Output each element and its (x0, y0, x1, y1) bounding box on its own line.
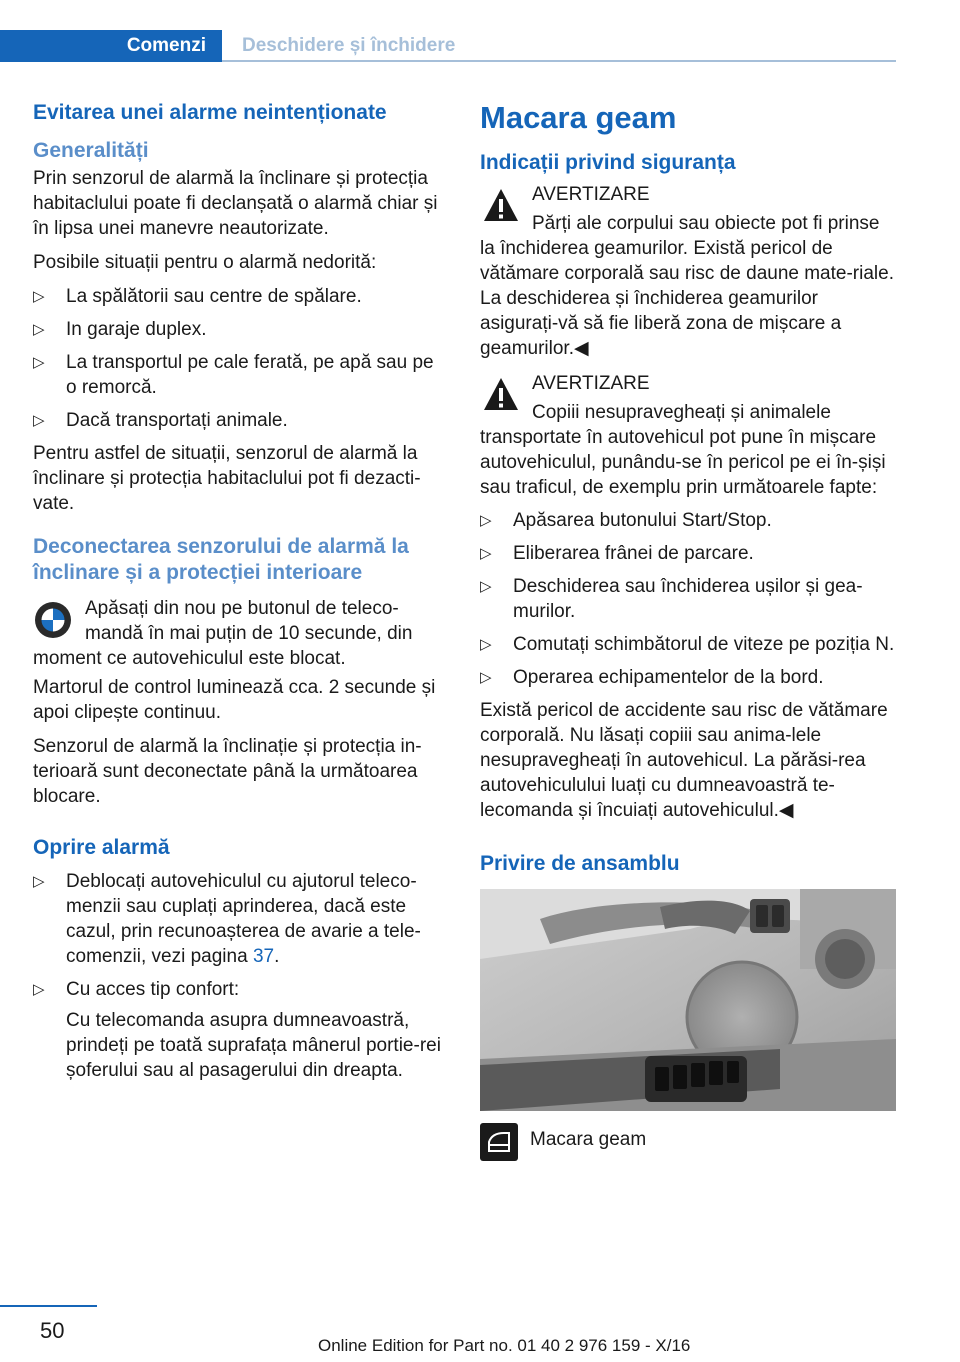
triangle-bullet-icon: ▷ (480, 545, 492, 562)
triangle-bullet-icon: ▷ (33, 412, 45, 429)
remote-instruction: Apăsați din nou pe butonul de teleco‐mandă în mai puțin de 10 secunde, din moment ce autovehiculul este blocat. (33, 598, 413, 669)
paragraph-intro: Prin senzorul de alarmă la înclinare și protecția habitaclului poate fi declanșată o alarmă chiar și în lipsa unei manevre neautorizate. (33, 168, 438, 239)
paragraph-indicator: Martorul de control luminează cca. 2 secunde și apoi clipește continuu. (33, 677, 436, 723)
list-item: ▷ La transportul pe cale ferată, pe apă sau pe o remorcă. (33, 352, 434, 398)
door-window-switch-photo (480, 889, 896, 1111)
paragraph-risk: Există pericol de accidente sau risc de vătămare corporală. Nu lăsați copiii sau anima‐lele nesupravegheați în autovehicul. La părăsi‐rea autovehiculului luați cu dumneavoastră te‐lecomanda și încuiați autovehiculul.◀ (480, 700, 888, 821)
warning-text: Părți ale corpului sau obiecte pot fi prinse la închiderea geamurilor. Există pericol de vătămare corporală sau risc de daune mate‐riale. La deschiderea și închiderea geamurilor asigurați-vă să fie liberă zona de mișcare a geamurilor.◀ (480, 213, 894, 359)
tab-comenzi[interactable]: Comenzi (126, 35, 206, 56)
warning-triangle-icon (482, 186, 520, 224)
subheading-overview: Privire de ansamblu (480, 852, 680, 875)
list-item: ▷ La spălătorii sau centre de spălare. (33, 286, 362, 307)
stop-alarm-list (33, 869, 443, 1083)
warning-triangle-icon (482, 375, 520, 413)
paragraph-situations-intro: Posibile situații pentru o alarmă nedorită: (33, 252, 377, 273)
legend-caption: Macara geam (530, 1129, 647, 1150)
list-item: ▷ Dacă transportați animale. (33, 410, 288, 431)
comfort-access-detail: Cu telecomanda asupra dumneavoastră, prindeți pe toată suprafața mânerul portie‐rei șoferului sau al pasagerului din dreapta. (66, 1010, 441, 1081)
triangle-bullet-icon: ▷ (33, 321, 45, 338)
list-item: ▷ Deblocați autovehiculul cu ajutorul teleco‐menzii sau cuplați aprinderea, dacă este cazul, prin recunoașterea de avarie a tele‐comenzii, vezi pagina 37. (33, 871, 421, 967)
warning-label: AVERTIZARE (532, 373, 650, 394)
triangle-bullet-icon: ▷ (33, 873, 45, 890)
warning-label: AVERTIZARE (532, 184, 650, 205)
situations-list (33, 284, 443, 433)
list-item: ▷ Operarea echipamentelor de la bord. (480, 667, 824, 688)
list-item: ▷ Eliberarea frânei de parcare. (480, 543, 754, 564)
warning-text: Copiii nesupravegheați și animalele transportate în autovehicul pot pune în mișcare autovehiculul, punându-se în pericol pe ei în‐șiși sau traficul, de exemplu prin următoarele fapte: (480, 402, 886, 498)
header-divider (222, 60, 896, 62)
page-number: 50 (40, 1318, 65, 1343)
window-lifter-icon (480, 1123, 518, 1161)
warning-block-2 (480, 371, 896, 500)
left-column (33, 100, 443, 1091)
bmw-remote-icon (33, 600, 73, 640)
page-link-37[interactable]: 37 (252, 946, 275, 967)
list-item: ▷ Deschiderea sau închiderea ușilor și gea‐murilor. (480, 576, 863, 622)
paragraph-disconnected: Senzorul de alarmă la înclinație și protecția in‐terioară sunt deconectate până la următoarea blocare. (33, 736, 422, 807)
page-title: Macara geam (480, 100, 677, 135)
subheading-general: Generalități (33, 139, 149, 162)
list-item: ▷ Cu acces tip confort: Cu telecomanda asupra dumneavoastră, prindeți pe toată suprafața mânerul portie‐rei șoferului sau al pasagerului din dreapta. (33, 977, 443, 1083)
triangle-bullet-icon: ▷ (33, 354, 45, 371)
warning-block-1 (480, 182, 896, 361)
list-item: ▷ Comutați schimbătorul de viteze pe poziția N. (480, 634, 895, 655)
list-item: ▷ Apăsarea butonului Start/Stop. (480, 510, 772, 531)
triangle-bullet-icon: ▷ (33, 288, 45, 305)
footer-divider (0, 1305, 97, 1307)
right-column (480, 100, 896, 1163)
subheading-safety: Indicații privind siguranța (480, 151, 736, 174)
footer-edition-text: Online Edition for Part no. 01 40 2 976 159 - X/16 (318, 1336, 691, 1355)
list-item: ▷ In garaje duplex. (33, 319, 207, 340)
subheading-disconnect-sensor: Deconectarea senzorului de alarmă la înclinare și a protecției interioare (33, 535, 409, 584)
triangle-bullet-icon: ▷ (480, 636, 492, 653)
section-heading-avoid-alarm: Evitarea unei alarme neintenționate (33, 101, 387, 124)
section-heading-stop-alarm: Oprire alarmă (33, 836, 170, 859)
triangle-bullet-icon: ▷ (33, 981, 45, 998)
triangle-bullet-icon: ▷ (480, 669, 492, 686)
paragraph-deactivate: Pentru astfel de situații, senzorul de alarmă la înclinare și protecția habitaclului pot fi dezacti‐vate. (33, 443, 421, 514)
facts-list (480, 508, 896, 690)
triangle-bullet-icon: ▷ (480, 512, 492, 529)
triangle-bullet-icon: ▷ (480, 578, 492, 595)
tab-deschidere[interactable]: Deschidere și închidere (242, 35, 456, 56)
legend-window-lifter (480, 1121, 896, 1163)
